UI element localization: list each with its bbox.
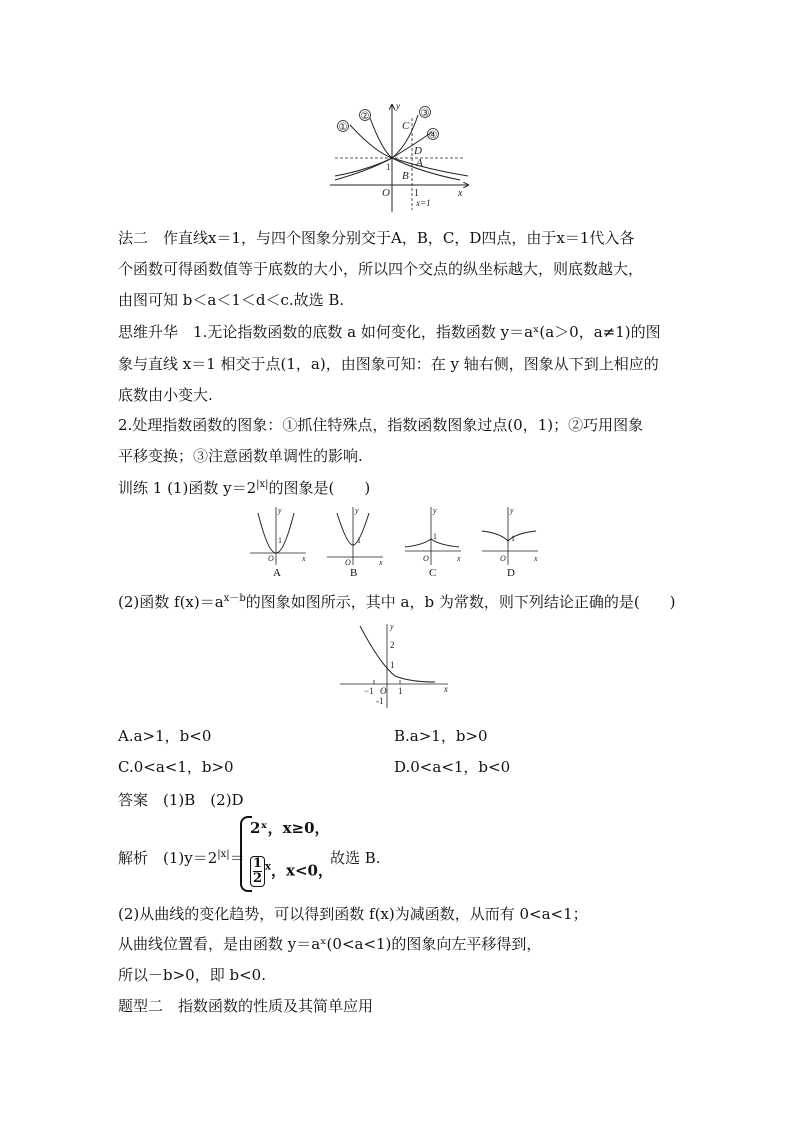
svg-text:y: y [510,506,514,515]
svg-text:2: 2 [390,640,395,650]
analysis-line4: 所以－b>0，即 b<0. [118,966,266,984]
svg-text:x: x [457,554,461,563]
exercise1-q1 [118,478,370,498]
svg-text:-1: -1 [376,696,384,706]
thinking-lead: 思维升华 [118,323,179,341]
q1-prefix: 训练 1 (1)函数 y＝2 [118,479,257,497]
svg-text:1: 1 [278,536,282,545]
svg-text:−1: −1 [364,686,374,696]
svg-text:O: O [423,554,429,563]
q2-suffix: 的图象如图所示，其中 a，b 为常数，则下列结论正确的是( ) [245,593,676,611]
thinking-line3: 底数由小变大. [118,386,213,404]
point-A: A [416,157,423,169]
curve-label-3: ③ [420,108,430,119]
q2-exponent: x－b [223,593,246,604]
thinking-line4: 2.处理指数函数的图象：①抓住特殊点，指数函数图象过点(0，1)；②巧用图象 [118,416,644,434]
case2 [250,856,333,887]
tick-1-left: 1 [386,162,391,172]
svg-text:1: 1 [398,686,403,696]
analysis-line3: 从曲线位置看，是由函数 y＝aˣ(0<a<1)的图象向左平移得到， [118,935,542,953]
svg-text:y: y [433,506,437,515]
thinking-line2: 象与直线 x＝1 相交于点(1，a)，由图象可知：在 y 轴右侧，图象从下到上相应的 [118,355,659,373]
svg-text:O: O [500,554,506,563]
svg-text:y: y [355,506,359,515]
section-title: 题型二 指数函数的性质及其简单应用 [118,997,374,1015]
method2-line1 [118,228,634,248]
svg-text:x: x [379,558,383,567]
curve-label-1: ① [338,122,348,133]
analysis-line2: (2)从曲线的变化趋势，可以得到函数 f(x)为减函数，从而有 0<a<1； [118,905,588,923]
exercise1-q2 [118,592,676,612]
method2-text1: 作直线x＝1，与四个图象分别交于A，B，C，D四点，由于x＝1代入各 [163,229,635,247]
case2-frac-num: 1 [253,856,263,871]
analysis-eq-mid: ＝ [229,849,245,867]
case2-cond: ，x<0， [271,861,333,880]
point-C: C [402,120,410,132]
svg-text:y: y [390,622,394,631]
option-graph-label-B: B [350,567,358,579]
answer-label: 答案 [118,791,149,809]
q2-prefix: (2)函数 f(x)＝a [118,593,224,611]
svg-text:x: x [534,554,538,563]
q2-curve [360,626,435,682]
analysis-eq-prefix: (1)y＝2 [163,849,218,867]
option-graph-A [248,505,310,567]
curve-label-2: ② [360,111,370,122]
option-graph-label-A: A [273,567,281,579]
svg-text:O: O [380,686,387,696]
case2-exp: x [265,861,272,873]
q1-suffix: 的图象是( ) [268,479,371,497]
tick-1-x: 1 [414,188,419,199]
y-axis-label: y [396,101,400,111]
curve-label-4: ④ [428,130,438,141]
origin-label: O [382,187,390,199]
analysis-label: 解析 [118,849,149,867]
x-axis-label: x [458,188,463,199]
option-graph-label-D: D [507,567,515,579]
svg-text:1: 1 [390,660,395,670]
option-graph-D [480,505,542,567]
svg-text:1: 1 [511,534,515,543]
case2-frac-den: 2 [253,871,263,886]
method2-line2: 个函数可得函数值等于底数的大小，所以四个交点的纵坐标越大，则底数越大， [118,260,644,278]
line-x1-label: x=1 [416,198,431,208]
svg-text:y: y [278,506,282,515]
method2-line3: 由图可知 b＜a＜1＜d＜c.故选 B. [118,291,345,309]
choice-A[interactable]: A.a>1，b<0 [118,727,212,745]
choice-D[interactable]: D.0<a<1，b<0 [394,758,511,776]
answer-text: (1)B (2)D [163,791,244,809]
method2-lead: 法二 [118,229,149,247]
analysis-line1 [118,848,245,868]
option-graph-B [325,505,387,567]
option-graph-C [403,505,465,567]
svg-text:x: x [302,554,306,563]
svg-text:x: x [444,684,448,694]
answer-line [118,790,244,810]
thinking-line5: 平移变换；③注意函数单调性的影响. [118,447,363,465]
choice-B[interactable]: B.a>1，b>0 [394,727,488,745]
point-B: B [402,170,409,182]
svg-text:1: 1 [357,536,361,545]
point-D: D [414,145,422,157]
choice-C[interactable]: C.0<a<1，b>0 [118,758,234,776]
case1: 2ˣ，x≥0， [250,819,330,837]
analysis-eq-exp: |x| [217,849,230,860]
svg-text:O: O [345,558,351,567]
thinking-line1 [118,322,661,342]
thinking-text1: 1.无论指数函数的底数 a 如何变化，指数函数 y＝aˣ(a＞0，a≠1)的图 [193,323,661,341]
figure-q2-graph [340,622,455,710]
analysis-conclusion: 故选 B. [330,849,381,867]
q1-exponent: |x| [256,479,269,490]
svg-text:1: 1 [433,532,437,541]
figure-exponential-curves [330,100,480,215]
svg-text:O: O [268,554,274,563]
option-graph-label-C: C [429,567,437,579]
